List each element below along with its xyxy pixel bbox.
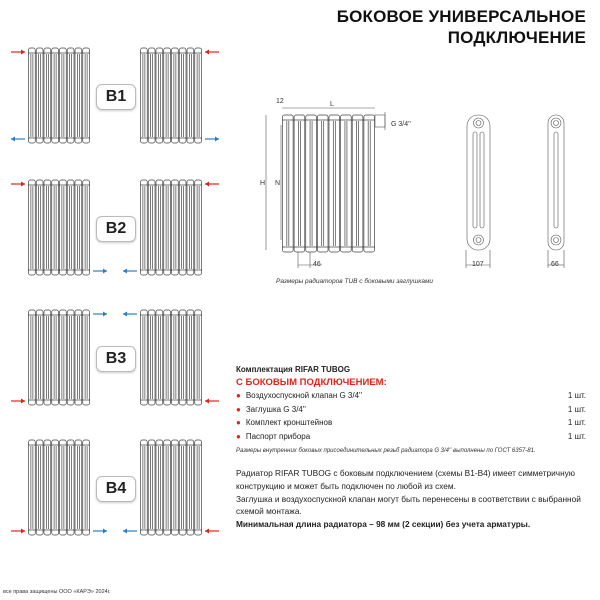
return-arrow-icon (205, 137, 219, 142)
description: Радиатор RIFAR TUBOG с боковым подключением (схемы В1-В4) имеет симметричную конструкцию и может быть подключен по любой из схем. Заглушка и воздухоспускной клапан могут быть перенесены в соответствии с выбранной схемой монтажа. Минимальная длина радиатора – 98 мм (2 секции) без учета арматуры. (236, 468, 581, 530)
radiator (28, 48, 90, 143)
return-arrow-icon (123, 269, 137, 274)
list-item: ● Заглушка G 3/4'' 1 шт. (236, 404, 586, 414)
radiator (140, 310, 202, 405)
dim-thread: G 3/4'' (391, 121, 411, 128)
radiator (28, 310, 90, 405)
radiator (282, 115, 375, 252)
supply-arrow-icon (205, 50, 219, 55)
list-item: ● Воздухоспускной клапан G 3/4'' 1 шт. (236, 391, 586, 400)
scheme-label-b3: B3 (96, 346, 136, 372)
dim-L: L (330, 101, 334, 108)
radiator (140, 440, 202, 535)
bullet-icon: ● (236, 391, 241, 400)
dim-N: N (275, 180, 281, 187)
supply-arrow-icon (11, 529, 25, 534)
scheme-label-b1: B1 (96, 84, 136, 110)
bullet-icon: ● (236, 431, 241, 441)
return-arrow-icon (93, 312, 107, 317)
kit-subheading: С БОКОВЫМ ПОДКЛЮЧЕНИЕМ: (236, 377, 387, 388)
copyright: все права защищены ООО «КАРЭ» 2024г. (3, 589, 111, 595)
dimension-drawing (240, 90, 600, 280)
supply-arrow-icon (11, 50, 25, 55)
bullet-icon: ● (236, 418, 241, 427)
supply-arrow-icon (205, 529, 219, 534)
supply-arrow-icon (205, 182, 219, 187)
supply-arrow-icon (11, 399, 25, 404)
bullet-icon: ● (236, 404, 241, 414)
dim-H: H (260, 180, 266, 187)
kit-note: Размеры внутренних боковых присоединительных резьб радиатора G 3/4'' выполнены по ГОСТ 6357-81. (236, 448, 536, 454)
radiator (28, 440, 90, 535)
return-arrow-icon (123, 529, 137, 534)
kit-section (236, 365, 586, 454)
kit-heading: Комплектация RIFAR TUBOG (236, 365, 351, 374)
dim-12: 12 (276, 98, 284, 105)
scheme-label-b4: B4 (96, 476, 136, 502)
page-title: БОКОВОЕ УНИВЕРСАЛЬНОЕ ПОДКЛЮЧЕНИЕ (336, 7, 586, 47)
return-arrow-icon (93, 529, 107, 534)
drawing-caption: Размеры радиаторов TUB с боковыми заглушками (276, 278, 434, 285)
return-arrow-icon (93, 269, 107, 274)
radiator (140, 48, 202, 143)
radiator (28, 180, 90, 275)
supply-arrow-icon (205, 399, 219, 404)
dim-66: 66 (551, 261, 559, 268)
supply-arrow-icon (11, 182, 25, 187)
dim-46: 46 (313, 261, 321, 268)
list-item: ● Паспорт прибора 1 шт. (236, 431, 586, 441)
return-arrow-icon (11, 137, 25, 142)
list-item: ● Комплект кронштейнов 1 шт. (236, 418, 586, 427)
dim-107: 107 (472, 261, 484, 268)
radiator (140, 180, 202, 275)
return-arrow-icon (123, 312, 137, 317)
scheme-label-b2: B2 (96, 216, 136, 242)
kit-list (236, 391, 586, 445)
